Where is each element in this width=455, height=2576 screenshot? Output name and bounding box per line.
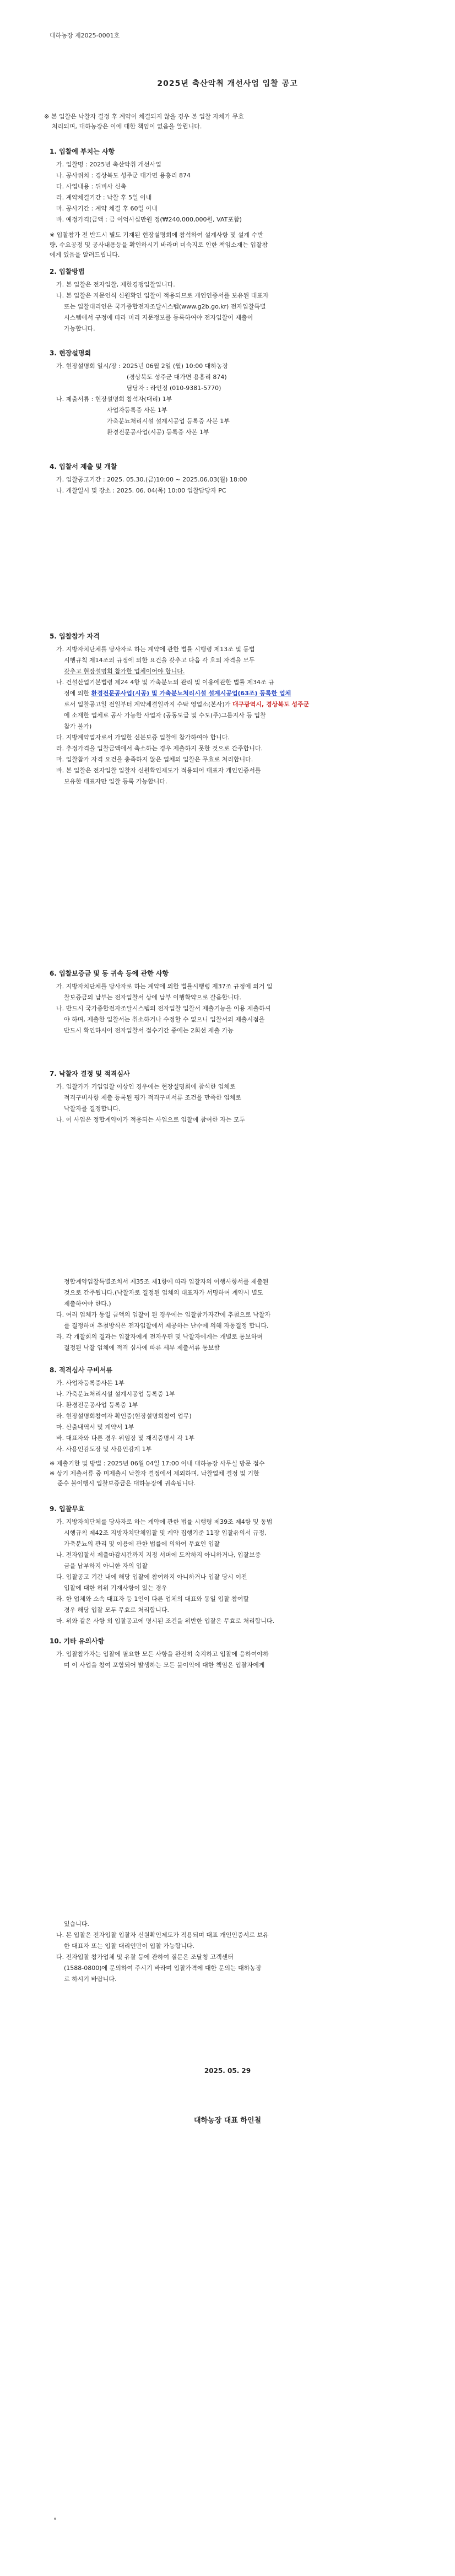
list-item: 입찰에 대한 허위 기재사항이 있는 경우 [64,1584,167,1592]
section-4 [50,462,408,497]
document-number: 대하농장 제2025-0001호 [50,32,120,39]
text-span: 정에 의한 [64,690,90,697]
list-item: 금을 납부하지 아니한 자의 입찰 [64,1562,148,1570]
section-3 [50,348,408,439]
note-line: 준수 불이행시 입찰보증금은 대하농장에 귀속됩니다. [57,1480,196,1487]
list-item: 가. 입찰참가자는 입찰에 필요한 모든 사항을 완전히 숙지하고 입찰에 응하여야하 [56,1650,269,1658]
document-title: 2025년 축산악취 개선사업 입찰 공고 [157,79,298,88]
list-item: 나. 제출서류 : 현장설명회 참석자(대리) 1부 [56,396,172,403]
page-dot [54,2518,56,2520]
list-item: 것으로 간주됩니다.(낙찰자로 결정된 업체의 대표자가 서명하여 계약시 별도 [64,1289,263,1296]
list-item: 시스템에서 규정에 따라 미리 지문정보를 등록하여야 전자입찰이 제출이 [64,314,253,321]
section-7 [50,1069,408,1126]
list-item: 나. 본 입찰은 전자입찰 입찰자 신원확인제도가 적용되며 대표 개인인증서로 보유 [56,1931,269,1939]
list-item: 라. 각 개찰회의 결과는 입찰자에게 전자우편 및 낙찰자에게는 개별로 통보하며 [56,1333,263,1340]
note-line: ※ 입찰참가 전 반드시 별도 기재된 현장설명회에 참석하여 설계사항 및 설계 수반 [50,231,263,239]
document-date: 2025. 05. 29 [204,2067,251,2075]
section-title: 1. 입찰에 부치는 사항 [50,148,115,155]
list-item: 다. 사업내용 : 뒤비사 신축 [56,183,127,190]
section-10 [50,1636,408,1671]
list-item: 나. 본 입찰은 지문인식 신원확인 입찰이 적용되므로 개인인증서를 보유된 대표자 [56,292,269,299]
note-line: ※ 상기 제출서류 중 미제출시 낙찰자 결정에서 제외하며, 낙찰업체 결정 및 기한 [50,1470,259,1477]
section-note [50,230,408,260]
section-7-continued [50,1277,408,1354]
list-item: (1588-0800)에 문의하여 주시기 바라며 입찰가격에 대한 문의는 대하농장 [64,1965,262,1972]
list-item: 찰보증금의 납부는 전자입찰서 상에 납부 이행확약으로 갈음합니다. [64,994,242,1001]
highlighted-region-text: 대구광역시, 경상북도 성주군 [232,701,310,708]
list-item: 가. 지방자치단체를 당사자로 하는 계약에 관한 법률 시행령 제39조 제4항 및 동법 [56,1518,273,1525]
section-8 [50,1365,408,1489]
section-title: 10. 기타 유의사항 [50,1637,105,1645]
section-title: 7. 낙찰자 결정 및 적격심사 [50,1070,130,1078]
list-item: 가. 지방자치단체를 당사자로 하는 계약에 관한 법률 시행령 제13조 및 동법 [56,646,255,653]
section-2 [50,267,408,335]
notice-box [44,112,408,132]
list-item: 다. 지방계약업자로서 가입한 신분보증 입찰에 참가하여야 합니다. [56,734,230,741]
list-item: 가. 입찰가가 기입입찰 이상인 경우에는 현장설명회에 참석한 업체로 [56,1083,236,1090]
notice-line: ※ 본 입찰은 낙찰자 결정 후 계약이 체결되지 않을 경우 본 입찰 자체가 무효 [44,113,244,120]
list-item: 담당자 : 라인정 (010-9381-5770) [127,385,221,392]
list-item: (경상북도 성주군 대가면 용흥리 874) [127,374,227,381]
section-title: 8. 적격심사 구비서류 [50,1366,113,1374]
list-item: 정합계약입찰특별조치서 제35조 제1항에 따라 입찰자의 이행사항서를 제출된 [64,1278,269,1285]
list-item: 나. 가축분뇨처리시설 설계시공업 등록증 1부 [56,1390,175,1398]
list-item: 가. 입찰공고기간 : 2025. 05.30.(금)10:00 ~ 2025.06.03(월) 18:00 [56,476,247,483]
list-item: 마. 산출내역서 및 계약서 1부 [56,1424,134,1431]
list-item: 한 대표자 또는 입찰 대리인만이 입찰 가능합니다. [64,1942,194,1950]
list-item: 가능합니다. [64,325,95,332]
list-item: 경우 해당 입찰 모두 무효로 처리합니다. [64,1606,169,1614]
section-9 [50,1504,408,1627]
list-item: 또는 입찰대리인은 국가종합전자조달시스템(www.g2b.go.kr) 전자입찰특별 [64,303,266,310]
list-item: 라. 추정가격을 입찰금액에서 축소하는 경우 제출하지 못한 것으로 간주합니다. [56,745,263,752]
list-item: 가. 현장설명회 일시/장 : 2025년 06월 2일 (월) 10:00 대하농장 [56,362,229,370]
list-item: 있습니다. [64,1920,90,1928]
list-item: 바. 본 입찰은 전자입찰 입찰자 신원확인제도가 적용되어 대표자 개인인증서를 [56,767,261,774]
list-item: 가. 지방자치단체를 당사자로 하는 계약에 의한 법률시행령 제37조 규정에 의거 입 [56,983,273,990]
list-item: 다. 여러 업체가 동일 금액의 입찰이 된 경우에는 입찰참가자간에 추첨으로 낙찰자 [56,1311,271,1318]
list-item: 가. 본 입찰은 전자입찰, 제한경쟁입찰입니다. [56,281,175,288]
list-item: 낙찰자를 결정합니다. [64,1105,121,1112]
underlined-text: 갖추고 현장설명회 참가한 업체이어야 합니다. [64,668,185,675]
list-item: 나. 이 사업은 정합계약이가 적용되는 사업으로 입찰에 참여한 자는 모두 [56,1116,246,1123]
list-item [64,700,408,710]
list-item: 반드시 확인하시어 전자입찰서 접수기간 중에는 2회선 제출 가능 [64,1027,234,1034]
note-line: 에게 있음을 알려드립니다. [50,251,120,258]
list-item: 라. 한 업체와 소속 대표자 등 1인이 다른 업체의 대표와 동일 입찰 참여할 [56,1595,249,1603]
list-item: 나. 건설산업기본법령 제24 4항 및 가축분뇨의 관리 및 이용에관한 법률 제34조 규 [56,679,274,686]
list-item: 가. 입찰명 : 2025년 축산악취 개선사업 [56,161,161,168]
list-item: 에 소재한 업체로 공사 가능한 사업자 (공동도급 및 수도(주)그룹지사 등 입찰 [64,712,266,719]
list-item: 다. 환경전문공사업 등록증 1부 [56,1401,138,1409]
list-item: 환경전문공사업(시공) 등록증 사본 1부 [107,429,209,436]
list-item: 가축분뇨의 관리 및 이용에 관한 법률에 의하여 무효인 입찰 [64,1540,220,1547]
list-item: 를 결정하며 추첨방식은 전자입찰에서 제공하는 난수에 의해 자동결정 합니다. [64,1322,269,1329]
list-item: 보유한 대표자만 입찰 등록 가능합니다. [64,778,167,785]
section-title: 5. 입찰참가 자격 [50,632,100,640]
list-item: 결정된 낙찰 업체에 적격 심사에 따른 세부 제출서류 통보함 [64,1344,220,1351]
list-item: 가축분뇨처리시설 설계시공업 등록증 사본 1부 [107,418,230,425]
list-item: 마. 입찰참가 자격 요건을 충족하지 않은 업체의 입찰은 무효로 처리합니다. [56,756,253,763]
list-item: 사. 사용인감도장 및 사용인감계 1부 [56,1446,152,1453]
list-item: 다. 전자입찰 참가업체 및 유찰 등에 관하여 질문은 조달청 고객센터 [56,1953,234,1961]
list-item: 나. 공사위치 : 경상북도 성주군 대가면 용흥리 874 [56,172,191,179]
list-item: 가. 사업자등록증사본 1부 [56,1379,124,1387]
list-item: 다. 입찰공고 기간 내에 해당 입찰에 참여하지 아니하거나 입찰 당시 이전 [56,1573,247,1581]
section-title: 4. 입찰서 제출 및 개찰 [50,463,117,470]
section-title: 6. 입찰보증금 및 동 귀속 등에 관한 사항 [50,970,169,977]
section-title: 3. 현장설명회 [50,349,91,357]
list-item: 며 이 사업을 참여 포함되어 발생하는 모든 불이익에 대한 책임은 입찰자에게 [64,1662,265,1669]
list-item: 적격구비사항 제출 등록된 평가 적격구비서류 조건을 만족한 업체로 [64,1094,242,1101]
list-item: 바. 대표자와 다른 경우 위임장 및 재직증명서 각 1부 [56,1435,194,1442]
section-10-continued [50,1919,408,1985]
section-6 [50,968,408,1037]
list-item: 라. 현장설명회참여자 확인증(현장설명회참여 업무) [56,1413,192,1420]
notice-line: 처리되며, 대하농장은 이에 대한 책임이 없음을 알립니다. [52,123,202,130]
list-item: 시행규칙 제42조 지방자치단체입찰 및 계약 집행기준 11장 입찰유의서 규정, [64,1529,267,1536]
list-item: 나. 개찰일시 및 장소 : 2025. 06. 04(목) 10:00 입찰담당자 PC [56,487,226,494]
section-5 [50,631,408,788]
list-item: 야 하며, 제출한 입찰서는 취소하거나 수정할 수 없으니 입찰서의 제출시점을 [64,1016,265,1023]
signature-line: 대하농장 대표 하인철 [193,2117,262,2125]
list-item: 마. 공사기간 : 계약 체결 후 60일 이내 [56,205,158,212]
note-line: 량, 수요공정 및 공사내용등을 확인하시기 바라며 미숙지로 인한 책임소재는 입찰참 [50,241,268,248]
list-item: 라. 계약체결기간 : 낙찰 후 5일 이내 [56,194,152,201]
text-span: 로서 입찰공고일 전일부터 계약체결일까지 수탁 영업소(본사)가 [64,701,231,708]
list-item [64,667,408,677]
list-item: 나. 전자입찰서 제출마감시간까지 지정 서버에 도착하지 아니하거나, 입찰보증 [56,1551,261,1558]
note-line: ※ 제출기한 및 방법 : 2025년 06월 04일 17:00 이내 대하농장 사무실 방문 접수 [50,1460,265,1467]
section-title: 2. 입찰방법 [50,268,85,275]
list-item: 나. 반드시 국가종합전자조달시스템의 전자입찰 입찰서 제출기능을 이용 제출하셔 [56,1005,271,1012]
list-item: 제출하여야 한다.) [64,1300,111,1307]
section-1 [50,147,408,260]
list-item [64,689,408,699]
section-note [50,1459,408,1489]
list-item: 로 하시기 바랍니다. [64,1976,117,1983]
list-item: 마. 위와 같은 사항 외 입찰공고에 명시된 조건을 위반한 입찰은 무효로 처리합니다. [56,1617,275,1625]
list-item: 시행규칙 제14조의 규정에 의한 요건을 갖추고 다음 각 호의 자격을 모두 [64,657,255,664]
highlighted-text: 환경전문공사업(시공) 및 가축분뇨처리시설 설계시공업(63조) 등록한 업체 [91,690,291,697]
section-title: 9. 입찰무효 [50,1505,85,1513]
list-item: 참가 불가) [64,723,92,730]
list-item: 바. 예정가격(금액 : 금 이억사십만원 정(₩240,000,000원, VAT포함) [56,216,242,223]
list-item: 사업자등록증 사본 1부 [107,407,167,414]
